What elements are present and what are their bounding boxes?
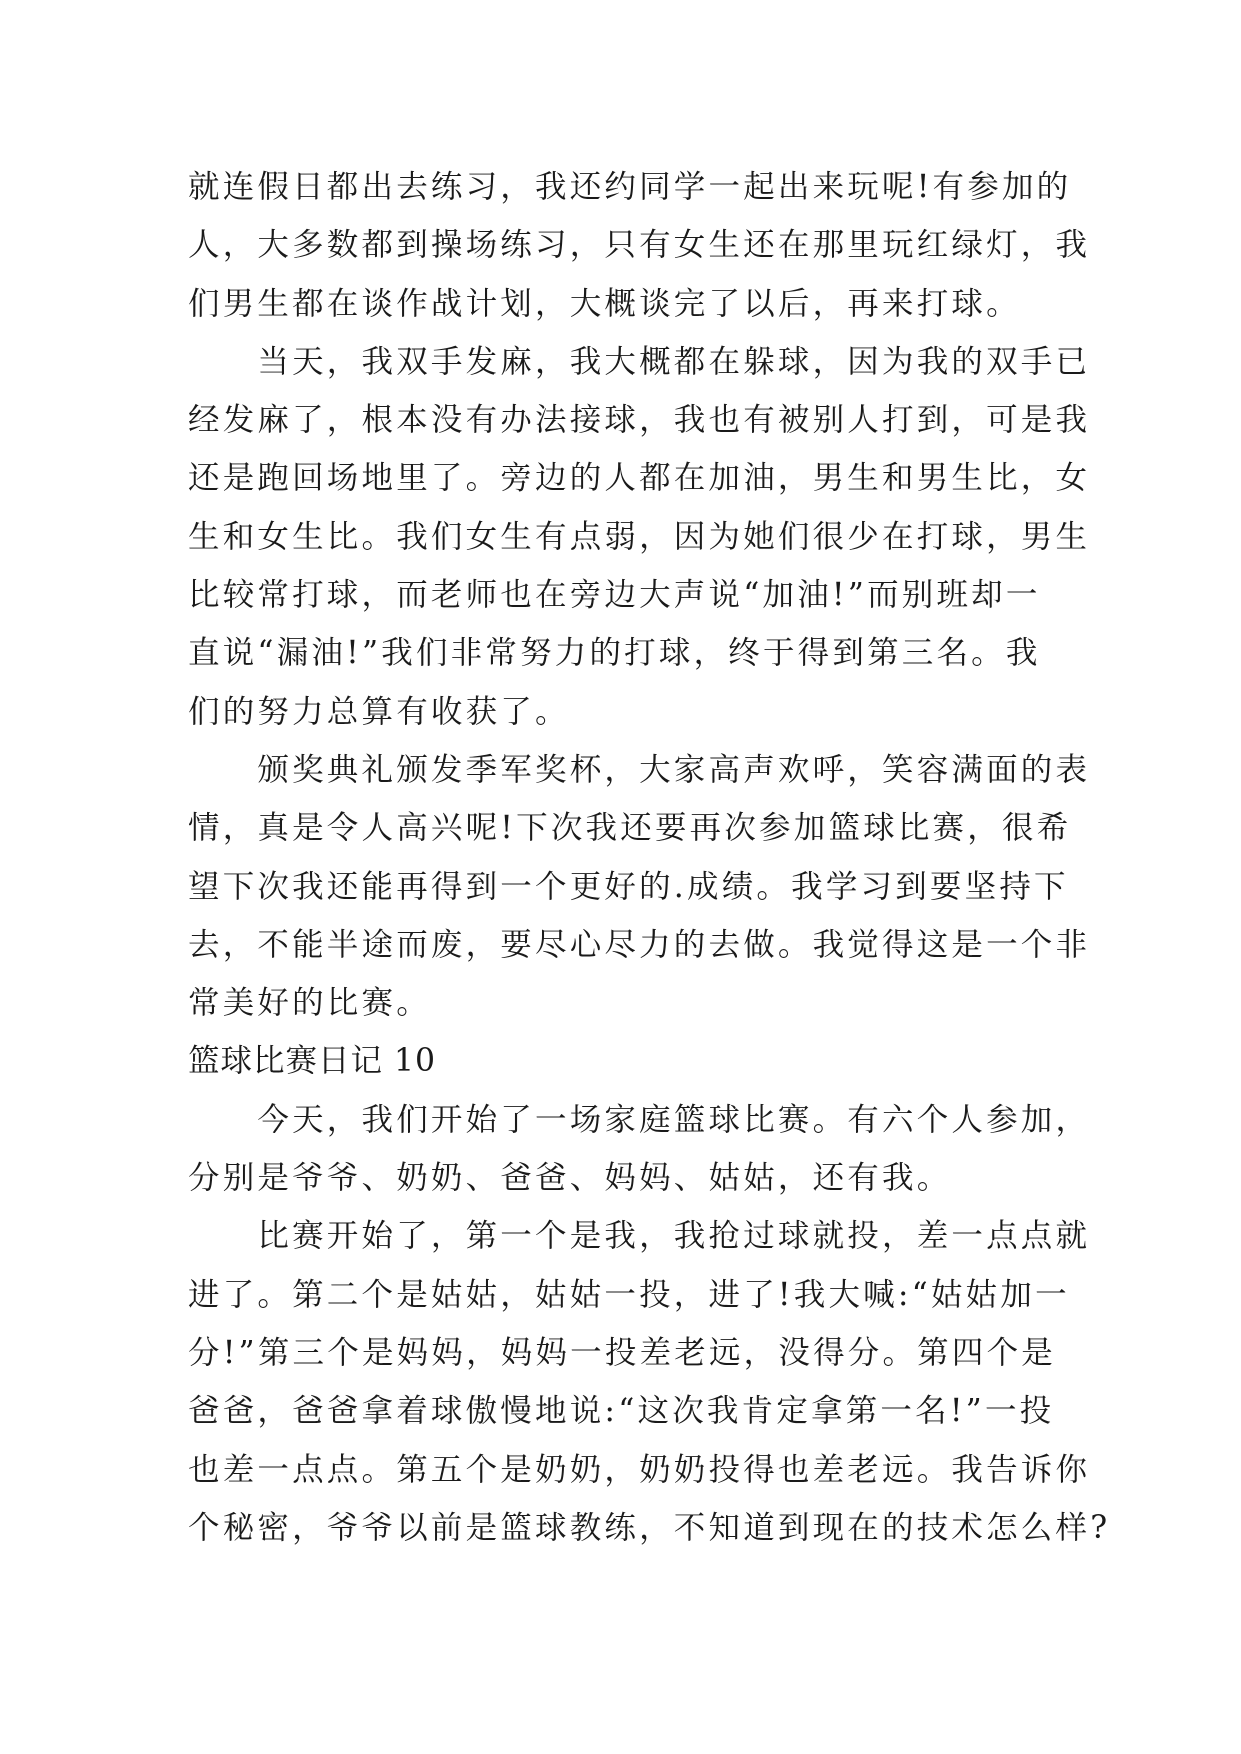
text-line: 常美好的比赛。	[188, 985, 431, 1022]
text-line: 生和女生比。我们女生有点弱，因为她们很少在打球，男生	[188, 518, 1091, 555]
text-line: 颁奖典礼颁发季军奖杯，大家高声欢呼，笑容满面的表	[188, 751, 1091, 788]
text-line: 分!”第三个是妈妈，妈妈一投差老远，没得分。第四个是	[188, 1334, 1056, 1371]
text-line: 们男生都在谈作战计划，大概谈完了以后，再来打球。	[188, 285, 1021, 322]
text-line: 当天，我双手发麻，我大概都在躲球，因为我的双手已	[188, 343, 1091, 380]
text-line: 爸爸，爸爸拿着球傲慢地说:“这次我肯定拿第一名!”一投	[188, 1393, 1055, 1430]
text-line: 今天，我们开始了一场家庭篮球比赛。有六个人参加，	[188, 1101, 1091, 1138]
text-line: 还是跑回场地里了。旁边的人都在加油，男生和男生比，女	[188, 460, 1091, 497]
document-body	[188, 158, 1111, 1557]
text-line: 去，不能半途而废，要尽心尽力的去做。我觉得这是一个非	[188, 926, 1091, 963]
text-line: 们的努力总算有收获了。	[188, 693, 570, 730]
text-line: 进了。第二个是姑姑，姑姑一投，进了!我大喊:“姑姑加一	[188, 1276, 1070, 1313]
text-line: 比较常打球，而老师也在旁边大声说“加油!”而别班却一	[188, 577, 1041, 614]
text-line: 经发麻了，根本没有办法接球，我也有被别人打到，可是我	[188, 402, 1091, 439]
text-line: 望下次我还能再得到一个更好的.成绩。我学习到要坚持下	[188, 868, 1069, 905]
text-line: 也差一点点。第五个是奶奶，奶奶投得也差老远。我告诉你	[188, 1451, 1091, 1488]
text-line: 直说“漏油!”我们非常努力的打球，终于得到第三名。我	[188, 635, 1041, 672]
text-line: 人，大多数都到操场练习，只有女生还在那里玩红绿灯，我	[188, 227, 1091, 264]
section-heading: 篮球比赛日记 10	[188, 1043, 437, 1080]
text-line: 比赛开始了，第一个是我，我抢过球就投，差一点点就	[188, 1218, 1091, 1255]
text-line: 就连假日都出去练习，我还约同学一起出来玩呢!有参加的	[188, 169, 1072, 205]
text-line: 情，真是令人高兴呢!下次我还要再次参加篮球比赛，很希	[188, 810, 1072, 847]
text-line: 个秘密，爷爷以前是篮球教练，不知道到现在的技术怎么样?	[188, 1509, 1111, 1546]
text-line: 分别是爷爷、奶奶、爸爸、妈妈、姑姑，还有我。	[188, 1160, 952, 1197]
